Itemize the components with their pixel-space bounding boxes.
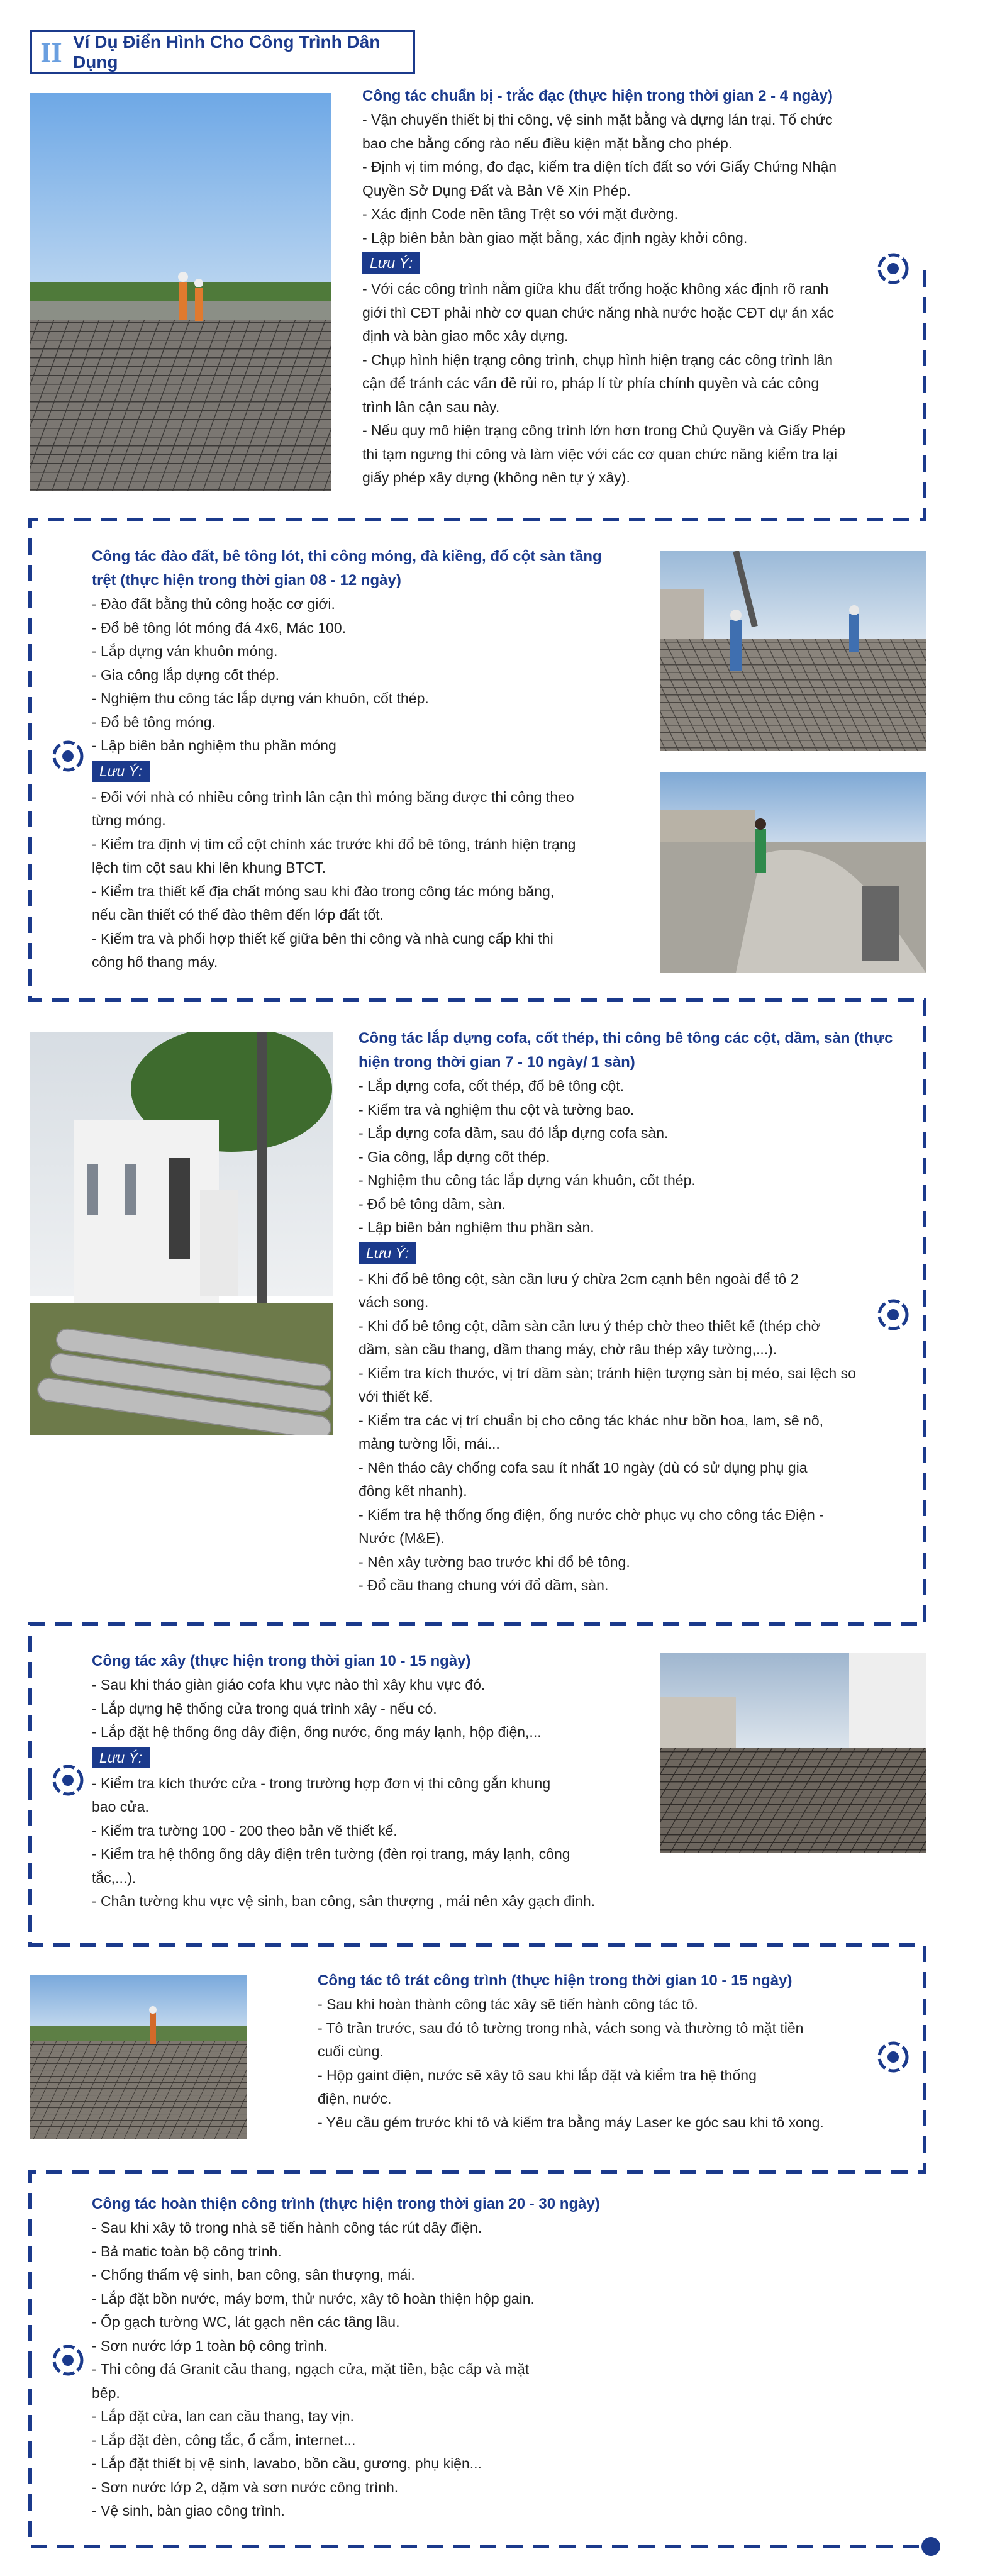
page-title: Ví Dụ Điển Hình Cho Công Trình Dân Dụng <box>72 32 381 72</box>
photo-concrete-pouring <box>660 551 926 751</box>
section-title: Công tác đào đất, bê tông lót, thi công móng, đà kiềng, đổ cột sàn tầng trệt (thực hiện trong thời gian 08 - 12 ngày) <box>92 548 602 589</box>
list-item: - Đổ bê tông dầm, sàn. <box>359 1195 506 1212</box>
note-item: Nước (M&E). <box>359 1530 445 1546</box>
list-item: bếp. <box>92 2384 120 2401</box>
section-preparation <box>362 84 916 490</box>
note-item: cận để tránh các vấn đề rủi ro, pháp lí từ phía chính quyền và các công <box>362 375 820 391</box>
section-title: Công tác tô trát công trình (thực hiện trong thời gian 10 - 15 ngày) <box>318 1972 793 1989</box>
note-item: lệch tim cột sau khi lên khung BTCT. <box>92 859 326 876</box>
note-label: Lưu Ý: <box>92 1747 150 1768</box>
note-item: dầm, sàn cầu thang, dầm thang máy, chờ râu thép xây tường,...). <box>359 1341 777 1358</box>
list-item: - Nghiệm thu công tác lắp dựng ván khuôn, cốt thép. <box>92 690 429 706</box>
section-foundation <box>92 545 620 974</box>
roman-numeral: II <box>40 36 62 68</box>
route-marker-icon <box>874 250 912 287</box>
list-item: - Lắp dựng cofa, cốt thép, đổ bê tông cột. <box>359 1078 625 1094</box>
route-marker-icon <box>874 1296 912 1334</box>
list-item: - Lắp dựng hệ thống cửa trong quá trình xây - nếu có. <box>92 1700 437 1717</box>
note-item: - Nên xây tường bao trước khi đổ bê tông. <box>359 1553 630 1570</box>
note-label: Lưu Ý: <box>92 761 150 782</box>
list-item: - Gia công lắp dựng cốt thép. <box>92 666 279 683</box>
list-item: - Sau khi tháo giàn giáo cofa khu vực nào thì xây khu vực đó. <box>92 1676 486 1693</box>
section-formwork <box>359 1027 925 1598</box>
note-item: - Với các công trình nằm giữa khu đất trống hoặc không xác định rõ ranh <box>362 281 829 297</box>
note-item: - Kiểm tra kích thước cửa - trong trường hợp đơn vị thi công gắn khung <box>92 1775 551 1792</box>
list-item: - Gia công, lắp dựng cốt thép. <box>359 1148 550 1165</box>
note-item: - Đổ cầu thang chung với đổ dầm, sàn. <box>359 1577 609 1593</box>
list-item: bao che bằng cổng rào nếu điều kiện mặt bằng cho phép. <box>362 135 733 152</box>
route-marker-icon <box>49 737 87 775</box>
route-marker-icon <box>874 2038 912 2076</box>
note-item: - Kiểm tra tường 100 - 200 theo bản vẽ thiết kế. <box>92 1822 398 1839</box>
note-item: giới thì CĐT phải nhờ cơ quan chức năng nhà nước hoặc CĐT dự án xác <box>362 304 835 321</box>
note-item: nếu cần thiết có thể đào thêm đến lớp đất tốt. <box>92 906 384 923</box>
list-item: - Sơn nước lớp 1 toàn bộ công trình. <box>92 2337 328 2354</box>
note-item: mảng tường lỗi, mái... <box>359 1436 500 1452</box>
note-item: - Khi đổ bê tông cột, sàn cần lưu ý chừa 2cm cạnh bên ngoài để tô 2 <box>359 1270 799 1287</box>
note-item: - Kiểm tra thiết kế địa chất móng sau khi đào trong công tác móng băng, <box>92 883 555 900</box>
note-item: - Kiểm tra hệ thống ống dây điện trên tường (đèn rọi trang, máy lạnh, công <box>92 1846 570 1862</box>
section-title: Công tác lắp dựng cofa, cốt thép, thi công bê tông các cột, dầm, sàn (thực hiện trong thời gian 7 - 10 ngày/ 1 sàn) <box>359 1030 893 1071</box>
list-item: - Yêu cầu gém trước khi tô và kiểm tra bằng máy Laser ke góc sau khi tô xong. <box>318 2114 824 2131</box>
list-item: - Nghiệm thu công tác lắp dựng ván khuôn, cốt thép. <box>359 1172 696 1188</box>
note-item: - Chụp hình hiện trạng công trình, chụp hình hiện trạng các công trình lân <box>362 351 833 368</box>
list-item: - Tô trần trước, sau đó tô tường trong nhà, vách song và thường tô mặt tiền <box>318 2019 804 2036</box>
photo-worker-concrete <box>660 772 926 973</box>
list-item: cuối cùng. <box>318 2043 384 2060</box>
section-title: Công tác chuẩn bị - trắc đạc (thực hiện trong thời gian 2 - 4 ngày) <box>362 87 833 104</box>
note-item: công hố thang máy. <box>92 954 218 970</box>
note-item: đông kết nhanh). <box>359 1483 467 1499</box>
note-item: vách song. <box>359 1294 429 1310</box>
list-item: - Bả matic toàn bộ công trình. <box>92 2243 282 2260</box>
note-label: Lưu Ý: <box>359 1242 416 1264</box>
photo-rebar-slab <box>660 1653 926 1853</box>
note-item: với thiết kế. <box>359 1388 433 1405</box>
list-item: - Lập biên bản nghiệm thu phần móng <box>92 737 336 754</box>
list-item: - Lập biên bản bàn giao mặt bằng, xác định ngày khởi công. <box>362 229 748 246</box>
section-heading <box>30 30 415 74</box>
section-masonry <box>92 1649 620 1914</box>
section-title: Công tác xây (thực hiện trong thời gian 10 - 15 ngày) <box>92 1653 471 1670</box>
list-item: - Lắp đặt thiết bị vệ sinh, lavabo, bồn cầu, gương, phụ kiện... <box>92 2455 482 2472</box>
list-item: điện, nước. <box>318 2090 392 2107</box>
photo-piling-site <box>30 1032 333 1435</box>
list-item: - Lắp đặt đèn, công tắc, ổ cắm, internet... <box>92 2431 356 2448</box>
note-item: giấy phép xây dựng (không nên tự ý xây). <box>362 469 630 486</box>
list-item: - Kiểm tra và nghiệm thu cột và tường bao. <box>359 1101 635 1118</box>
section-title: Công tác hoàn thiện công trình (thực hiện trong thời gian 20 - 30 ngày) <box>92 2195 600 2212</box>
route-marker-icon <box>49 1761 87 1799</box>
list-item: - Đổ bê tông lót móng đá 4x6, Mác 100. <box>92 619 347 636</box>
note-item: định và bàn giao mốc xây dựng. <box>362 328 569 344</box>
list-item: - Sau khi hoàn thành công tác xây sẽ tiến hành công tác tô. <box>318 1996 698 2012</box>
list-item: - Hộp gaint điện, nước sẽ xây tô sau khi lắp đặt và kiểm tra hệ thống <box>318 2066 757 2083</box>
note-item: từng móng. <box>92 812 166 828</box>
route-end-dot-icon <box>920 2535 942 2558</box>
list-item: - Sau khi xây tô trong nhà sẽ tiến hành công tác rút dây điện. <box>92 2219 482 2236</box>
list-item: - Định vị tim móng, đo đạc, kiểm tra diện tích đất so với Giấy Chứng Nhận <box>362 159 837 175</box>
note-item: - Kiểm tra định vị tim cổ cột chính xác trước khi đổ bê tông, tránh hiện trạng <box>92 835 576 852</box>
list-item: - Xác định Code nền tầng Trệt so với mặt đường. <box>362 206 678 222</box>
list-item: - Ốp gạch tường WC, lát gạch nền các tầng lầu. <box>92 2314 400 2330</box>
route-marker-icon <box>49 2341 87 2379</box>
note-item: trình lân cận sau này. <box>362 398 500 415</box>
note-item: bao cửa. <box>92 1798 149 1815</box>
list-item: - Chống thấm vệ sinh, ban công, sân thượng, mái. <box>92 2267 415 2283</box>
list-item: - Đào đất bằng thủ công hoặc cơ giới. <box>92 596 335 612</box>
note-item: - Kiểm tra các vị trí chuẩn bị cho công tác khác như bồn hoa, lam, sê nô, <box>359 1412 823 1429</box>
list-item: - Lắp đặt cửa, lan can cầu thang, tay vịn. <box>92 2408 354 2424</box>
note-item: - Kiểm tra hệ thống ống điện, ống nước chờ phục vụ cho công tác Điện - <box>359 1506 824 1523</box>
list-item: - Lắp đặt hệ thống ống dây điện, ống nước, ống máy lạnh, hộp điện,... <box>92 1724 542 1740</box>
note-item: - Kiểm tra và phối hợp thiết kế giữa bên thi công và nhà cung cấp khi thi <box>92 930 553 947</box>
note-item: thì tạm ngưng thi công và làm việc với các cơ quan chức năng kiểm tra lại <box>362 445 838 462</box>
note-label: Lưu Ý: <box>362 252 420 274</box>
list-item: - Lắp dựng cofa dầm, sau đó lắp dựng cofa sàn. <box>359 1125 669 1141</box>
photo-rooftop-rebar <box>30 1975 247 2139</box>
list-item: - Vệ sinh, bàn giao công trình. <box>92 2502 285 2519</box>
note-item: - Nên tháo cây chống cofa sau ít nhất 10 ngày (dù có sử dụng phụ gia <box>359 1459 808 1476</box>
list-item: Quyền Sở Dụng Đất và Bản Vẽ Xin Phép. <box>362 182 631 199</box>
note-item: - Đối với nhà có nhiều công trình lân cận thì móng băng được thi công theo <box>92 788 574 805</box>
list-item: - Lắp đặt bồn nước, máy bơm, thử nước, xây tô hoàn thiện hộp gain. <box>92 2290 535 2307</box>
list-item: - Lắp dựng ván khuôn móng. <box>92 643 278 659</box>
note-item: - Nếu quy mô hiện trạng công trình lớn hơn trong Chủ Quyền và Giấy Phép <box>362 422 845 438</box>
list-item: - Lập biên bản nghiệm thu phần sàn. <box>359 1219 594 1235</box>
photo-site-survey <box>30 93 331 491</box>
list-item: - Vận chuyển thiết bị thi công, vệ sinh mặt bằng và dựng lán trại. Tổ chức <box>362 111 833 128</box>
note-item: - Chân tường khu vực vệ sinh, ban công, sân thượng , mái nên xây gạch đinh. <box>92 1893 596 1909</box>
note-item: - Kiểm tra kích thước, vị trí dầm sàn; tránh hiện tượng sàn bị méo, sai lệch so <box>359 1364 856 1381</box>
note-item: - Khi đổ bê tông cột, dầm sàn cần lưu ý thép chờ theo thiết kế (thép chờ <box>359 1317 821 1334</box>
list-item: - Sơn nước lớp 2, dặm và sơn nước công trình. <box>92 2478 399 2495</box>
note-item: tắc,...). <box>92 1869 136 1886</box>
list-item: - Đổ bê tông móng. <box>92 713 216 730</box>
list-item: - Thi công đá Granit cầu thang, ngạch cửa, mặt tiền, bậc cấp và mặt <box>92 2361 530 2377</box>
section-finishing <box>92 2192 633 2523</box>
section-plastering <box>318 1969 890 2134</box>
